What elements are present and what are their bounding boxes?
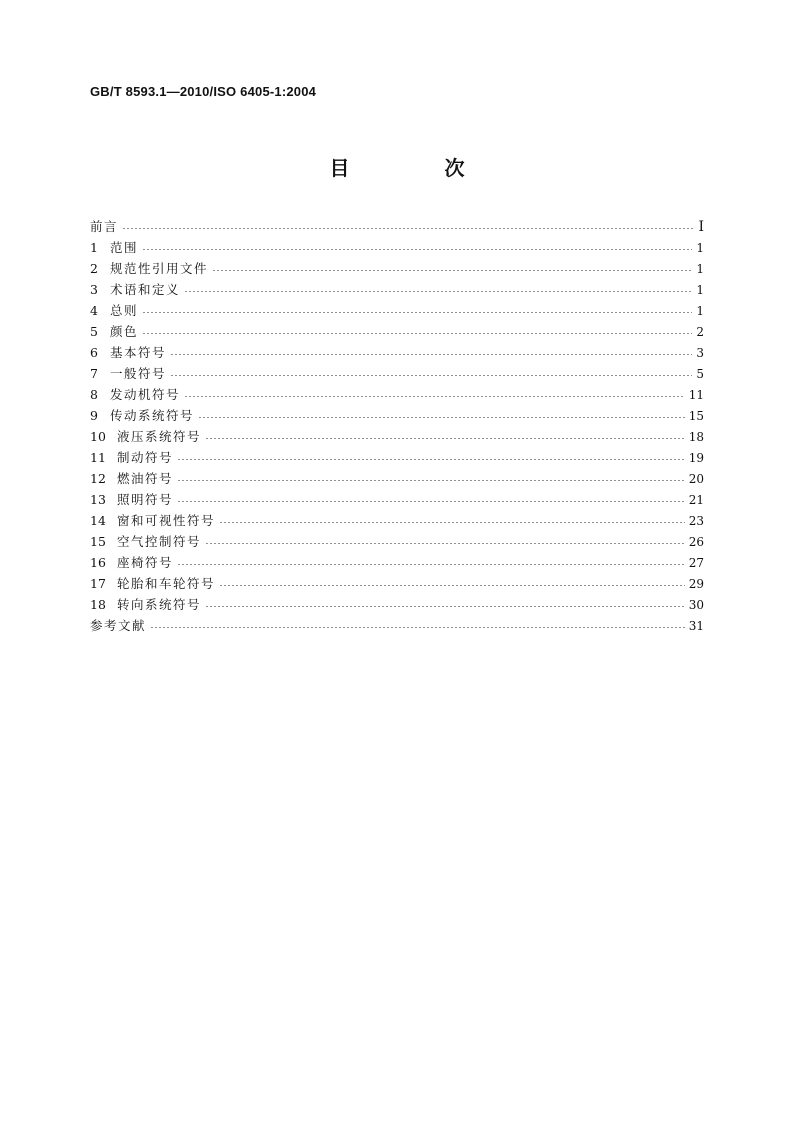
toc-leader-dots	[170, 354, 692, 355]
toc-leader-dots	[142, 312, 692, 313]
toc-entry-label: 窗和可视性符号	[117, 513, 216, 528]
toc-leader-dots	[205, 543, 685, 544]
toc-entry-label: 参考文献	[90, 618, 147, 633]
toc-entry-page: 18	[688, 430, 704, 444]
toc-entry-page: 1	[696, 262, 704, 276]
toc-entry-label: 座椅符号	[117, 555, 174, 570]
toc-entry-10[interactable]	[90, 426, 704, 447]
toc-entry-label: 发动机符号	[110, 387, 181, 402]
toc-leader-dots	[205, 606, 685, 607]
toc-entry-2[interactable]	[90, 258, 704, 279]
toc-entry-number: 6	[90, 345, 98, 360]
toc-leader-dots	[142, 333, 692, 334]
toc-entry-foreword[interactable]	[90, 216, 704, 237]
toc-title	[0, 152, 794, 181]
toc-entry-16[interactable]	[90, 552, 704, 573]
toc-entry-number: 11	[90, 450, 106, 465]
toc-entry-page: 29	[688, 577, 704, 591]
toc-entry-page: I	[698, 219, 704, 235]
toc-leader-dots	[219, 522, 685, 523]
toc-entry-number: 15	[90, 534, 106, 549]
toc-entry-9[interactable]	[90, 405, 704, 426]
toc-entry-label: 总则	[110, 303, 139, 318]
toc-entry-page: 20	[688, 472, 704, 486]
toc-entry-page: 5	[696, 367, 704, 381]
toc-entry-6[interactable]	[90, 342, 704, 363]
toc-entry-label: 一般符号	[110, 366, 167, 381]
toc-entry-label: 规范性引用文件	[110, 261, 209, 276]
toc-entry-number: 13	[90, 492, 106, 507]
toc-leader-dots	[212, 270, 692, 271]
toc-leader-dots	[184, 291, 692, 292]
toc-entry-14[interactable]	[90, 510, 704, 531]
table-of-contents	[90, 216, 704, 636]
toc-entry-page: 2	[696, 325, 704, 339]
toc-leader-dots	[205, 438, 685, 439]
toc-entry-page: 27	[688, 556, 704, 570]
toc-entry-18[interactable]	[90, 594, 704, 615]
toc-leader-dots	[177, 459, 685, 460]
toc-leader-dots	[177, 564, 685, 565]
toc-entry-number: 10	[90, 429, 106, 444]
toc-entry-page: 23	[688, 514, 704, 528]
toc-entry-label: 转向系统符号	[117, 597, 202, 612]
toc-entry-number: 8	[90, 387, 98, 402]
toc-entry-page: 21	[688, 493, 704, 507]
toc-entry-page: 31	[688, 619, 704, 633]
toc-entry-page: 26	[688, 535, 704, 549]
toc-entry-number: 16	[90, 555, 106, 570]
toc-entry-label: 液压系统符号	[117, 429, 202, 444]
toc-entry-label: 制动符号	[117, 450, 174, 465]
toc-entry-number: 14	[90, 513, 106, 528]
toc-leader-dots	[170, 375, 692, 376]
toc-entry-number: 4	[90, 303, 98, 318]
toc-entry-13[interactable]	[90, 489, 704, 510]
toc-entry-label: 颜色	[110, 324, 139, 339]
toc-entry-label: 基本符号	[110, 345, 167, 360]
toc-entry-number: 3	[90, 282, 98, 297]
toc-entry-17[interactable]	[90, 573, 704, 594]
toc-entry-number: 2	[90, 261, 98, 276]
toc-entry-label: 空气控制符号	[117, 534, 202, 549]
toc-entry-bibliography[interactable]	[90, 615, 704, 636]
toc-entry-number: 7	[90, 366, 98, 381]
standard-code: GB/T 8593.1—2010/ISO 6405-1:2004	[90, 84, 317, 99]
toc-title-text: 目 次	[329, 156, 509, 180]
toc-entry-label: 照明符号	[117, 492, 174, 507]
toc-entry-page: 1	[696, 241, 704, 255]
toc-leader-dots	[122, 228, 694, 229]
toc-entry-number: 12	[90, 471, 106, 486]
toc-entry-page: 1	[696, 283, 704, 297]
toc-entry-12[interactable]	[90, 468, 704, 489]
toc-entry-page: 30	[688, 598, 704, 612]
toc-leader-dots	[198, 417, 685, 418]
toc-leader-dots	[150, 627, 685, 628]
toc-entry-label: 前言	[90, 219, 119, 234]
toc-entry-label: 轮胎和车轮符号	[117, 576, 216, 591]
toc-entry-label: 燃油符号	[117, 471, 174, 486]
toc-entry-5[interactable]	[90, 321, 704, 342]
toc-entry-4[interactable]	[90, 300, 704, 321]
toc-leader-dots	[177, 480, 685, 481]
toc-entry-number: 1	[90, 240, 98, 255]
toc-entry-page: 19	[688, 451, 704, 465]
toc-entry-page: 3	[696, 346, 704, 360]
toc-entry-8[interactable]	[90, 384, 704, 405]
toc-entry-number: 5	[90, 324, 98, 339]
toc-leader-dots	[219, 585, 685, 586]
toc-leader-dots	[142, 249, 692, 250]
toc-entry-3[interactable]	[90, 279, 704, 300]
toc-entry-label: 范围	[110, 240, 139, 255]
toc-entry-7[interactable]	[90, 363, 704, 384]
toc-entry-page: 1	[696, 304, 704, 318]
toc-entry-11[interactable]	[90, 447, 704, 468]
toc-entry-15[interactable]	[90, 531, 704, 552]
toc-entry-page: 11	[688, 388, 704, 402]
toc-leader-dots	[177, 501, 685, 502]
toc-entry-number: 17	[90, 576, 106, 591]
toc-entry-page: 15	[688, 409, 704, 423]
toc-entry-1[interactable]	[90, 237, 704, 258]
toc-entry-label: 传动系统符号	[110, 408, 195, 423]
toc-entry-number: 18	[90, 597, 106, 612]
toc-entry-label: 术语和定义	[110, 282, 181, 297]
toc-leader-dots	[184, 396, 685, 397]
toc-entry-number: 9	[90, 408, 98, 423]
